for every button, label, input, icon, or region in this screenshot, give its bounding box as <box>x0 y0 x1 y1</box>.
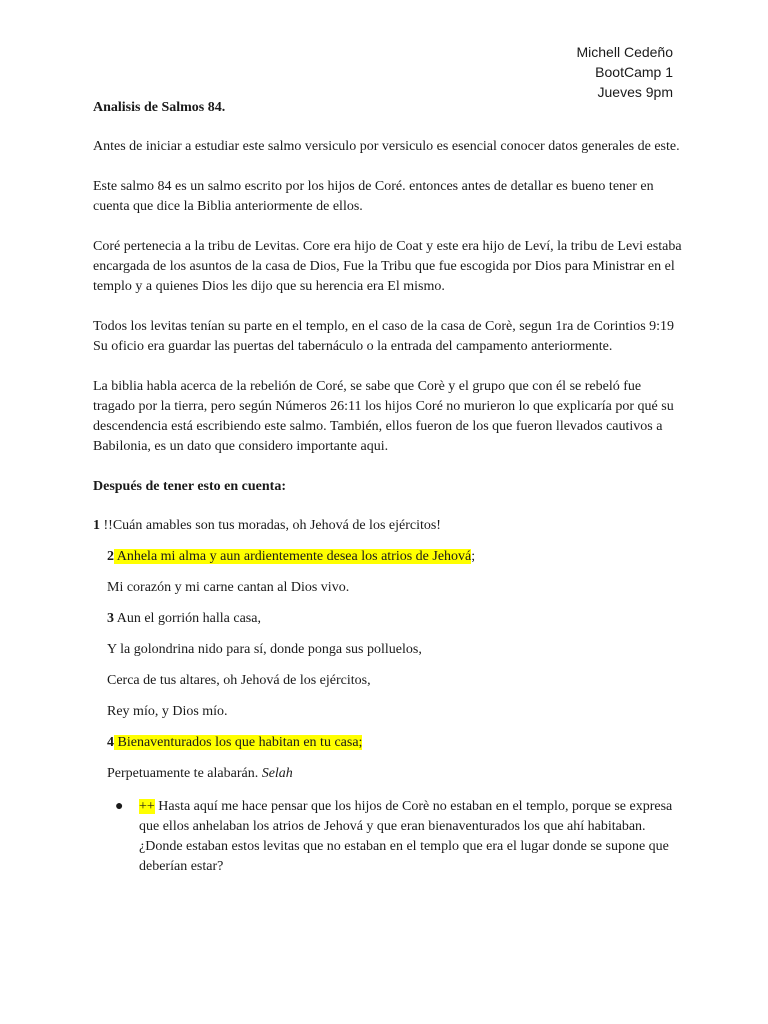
highlighted-text: Bienaventurados los que habitan en tu casa; <box>114 735 363 750</box>
course-name: BootCamp 1 <box>595 64 673 80</box>
verse-text: ; <box>471 549 476 564</box>
schedule: Jueves 9pm <box>597 84 673 100</box>
paragraph-rebellion: La biblia habla acerca de la rebelión de Coré, se sabe que Corè y el grupo que con él se rebeló fue tragado por la tierra, pero según Números 26:11 los hijos Coré no murieron lo que explicaría por qué su descendencia está escribiendo este salmo. También, ellos fueron de los que fueron llevados cautivos a Babilonia, es un dato que considero importante aqui. <box>93 379 674 454</box>
author-name: Michell Cedeño <box>576 44 673 60</box>
verse-3-line-4: Rey mío, y Dios mío. <box>107 704 228 719</box>
paragraph-intro: Antes de iniciar a estudiar este salmo versiculo por versiculo es esencial conocer datos generales de este. <box>93 139 680 154</box>
document-body <box>93 98 683 877</box>
section-subtitle: Después de tener esto en cuenta: <box>93 479 286 494</box>
verse-4-line-2 <box>93 764 683 795</box>
paragraph-author: Este salmo 84 es un salmo escrito por los hijos de Coré. entonces antes de detallar es bueno tener en cuenta que dice la Biblia anteriormente de ellos. <box>93 179 654 214</box>
bullet-icon: ● <box>115 799 124 814</box>
document-title: Analisis de Salmos 84. <box>93 100 226 115</box>
header-block <box>577 42 674 102</box>
verse-text: Perpetuamente te alabarán. <box>107 766 262 781</box>
verse-3 <box>93 609 683 640</box>
verse-2 <box>93 547 683 578</box>
verse-number: 4 <box>107 735 114 750</box>
highlighted-text: Anhela mi alma y aun ardientemente desea los atrios de Jehová <box>114 549 472 564</box>
verse-2-line-2: Mi corazón y mi carne cantan al Dios vivo. <box>107 580 350 595</box>
verse-number: 2 <box>107 549 114 564</box>
verse-number: 3 <box>107 611 114 626</box>
selah-text: Selah <box>261 766 293 781</box>
verse-3-line-3: Cerca de tus altares, oh Jehová de los ejércitos, <box>107 673 371 688</box>
bullet-text: Hasta aquí me hace pensar que los hijos de Corè no estaban en el templo, porque se expresa que ellos anhelaban los atrios de Jehová y que eran bienaventurados los que ahí habitaban. ¿Donde estaban estos levitas que no estaban en el templo que era el lugar donde se supone que deberían estar? <box>139 799 673 874</box>
verse-3-line-2: Y la golondrina nido para sí, donde ponga sus polluelos, <box>107 642 422 657</box>
verse-1 <box>93 516 683 547</box>
highlighted-tag: ++ <box>139 799 155 814</box>
verse-text: Aun el gorrión halla casa, <box>114 611 261 626</box>
paragraph-levites: Todos los levitas tenían su parte en el templo, en el caso de la casa de Corè, segun 1ra de Corintios 9:19 Su oficio era guardar las puertas del tabernáculo o la entrada del campamento anteriormente. <box>93 319 675 354</box>
verse-number: 1 <box>93 518 100 533</box>
verse-text: !!Cuán amables son tus moradas, oh Jehová de los ejércitos! <box>100 518 441 533</box>
paragraph-tribe: Coré pertenecia a la tribu de Levitas. Core era hijo de Coat y este era hijo de Leví, la tribu de Levi estaba encargada de los asuntos de la casa de Dios, Fue la Tribu que fue escogida por Dios para Ministrar en el templo y a quienes Dios les dijo que su herencia era El mismo. <box>93 239 682 294</box>
bullet-note <box>93 797 683 877</box>
verse-4 <box>93 733 683 764</box>
